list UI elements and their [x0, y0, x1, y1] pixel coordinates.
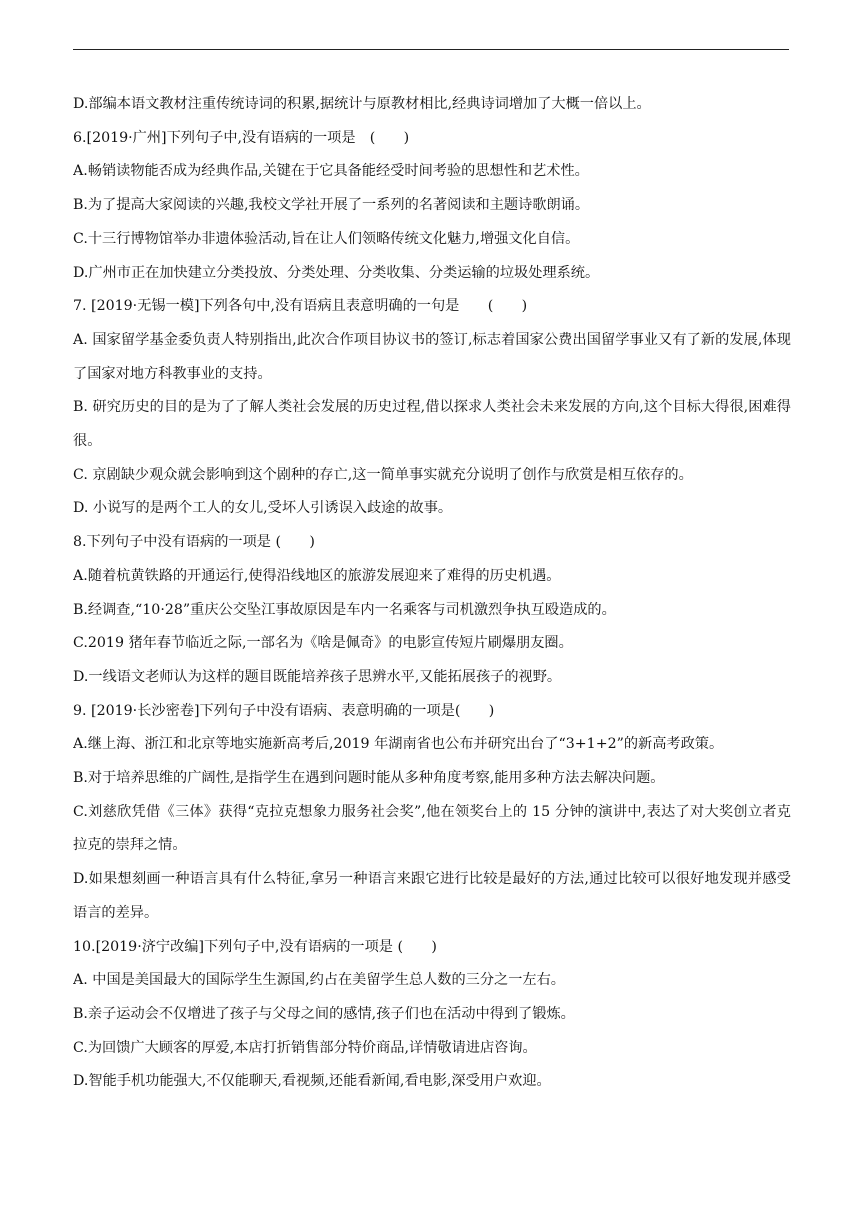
option-7d: D. 小说写的是两个工人的女儿,受坏人引诱误入歧途的故事。 [73, 500, 453, 517]
option-10a: A. 中国是美国最大的国际学生生源国,约占在美留学生总人数的三分之一左右。 [73, 972, 565, 989]
option-7a: A. 国家留学基金委负责人特别指出,此次合作项目协议书的签订,标志着国家公费出国留学事业又有了新的发展,体现了国家对地方科教事业的支持。 [73, 331, 791, 382]
option-6a: A.畅销读物能否成为经典作品,关键在于它具备能经受时间考验的思想性和艺术性。 [73, 163, 589, 180]
question-7-stem: 7. [2019·无锡一模]下列各句中,没有语病且表意明确的一句是 ( ) [73, 298, 528, 315]
option-8a: A.随着杭黄铁路的开通运行,使得沿线地区的旅游发展迎来了难得的历史机遇。 [73, 567, 561, 584]
option-8d: D.一线语文老师认为这样的题目既能培养孩子思辨水平,又能拓展孩子的视野。 [73, 668, 562, 685]
question-list [73, 88, 791, 1099]
option-10b: B.亲子运动会不仅增进了孩子与父母之间的感情,孩子们也在活动中得到了锻炼。 [73, 1005, 575, 1022]
option-6b: B.为了提高大家阅读的兴趣,我校文学社开展了一系列的名著阅读和主题诗歌朗诵。 [73, 197, 590, 214]
question-10-stem: 10.[2019·济宁改编]下列句子中,没有语病的一项是 ( ) [73, 938, 437, 955]
header-rule [73, 49, 789, 50]
option-9b: B.对于培养思维的广阔性,是指学生在遇到问题时能从多种角度考察,能用多种方法去解决问题。 [73, 770, 665, 787]
option-5d: D.部编本语文教材注重传统诗词的积累,据统计与原教材相比,经典诗词增加了大概一倍以上。 [73, 96, 651, 112]
option-9d: D.如果想刻画一种语言具有什么特征,拿另一种语言来跟它进行比较是最好的方法,通过比较可以很好地发现并感受语言的差异。 [73, 871, 791, 921]
option-6c: C.十三行博物馆举办非遗体验活动,旨在让人们领略传统文化魅力,增强文化自信。 [73, 230, 580, 247]
option-8b: B.经调查,“10·28”重庆公交坠江事故原因是车内一名乘客与司机激烈争执互殴造成的。 [73, 601, 616, 618]
option-7c: C. 京剧缺少观众就会影响到这个剧种的存亡,这一简单事实就充分说明了创作与欣赏是相互依存的。 [73, 466, 693, 483]
option-9a: A.继上海、浙江和北京等地实施新高考后,2019 年湖南省也公布并研究出台了“3+1+2”的新高考政策。 [73, 736, 724, 753]
question-8-stem: 8.下列句子中没有语病的一项是 ( ) [73, 534, 315, 551]
option-9c: C.刘慈欣凭借《三体》获得“克拉克想象力服务社会奖”,他在领奖台上的 15 分钟的演讲中,表达了对大奖创立者克拉克的崇拜之情。 [73, 803, 791, 854]
option-10d: D.智能手机功能强大,不仅能聊天,看视频,还能看新闻,看电影,深受用户欢迎。 [73, 1073, 551, 1090]
question-6-stem: 6.[2019·广州]下列句子中,没有语病的一项是 ( ) [73, 129, 410, 146]
option-8c: C.2019 猪年春节临近之际,一部名为《啥是佩奇》的电影宣传短片刷爆朋友圈。 [73, 635, 573, 652]
option-7b: B. 研究历史的目的是为了了解人类社会发展的历史过程,借以探求人类社会未来发展的方向,这个目标大得很,困难得很。 [73, 399, 791, 450]
option-10c: C.为回馈广大顾客的厚爱,本店打折销售部分特价商品,详情敬请进店咨询。 [73, 1039, 537, 1056]
question-9-stem: 9. [2019·长沙密卷]下列句子中没有语病、表意明确的一项是( ) [73, 702, 495, 719]
option-6d: D.广州市正在加快建立分类投放、分类处理、分类收集、分类运输的垃圾处理系统。 [73, 264, 600, 281]
